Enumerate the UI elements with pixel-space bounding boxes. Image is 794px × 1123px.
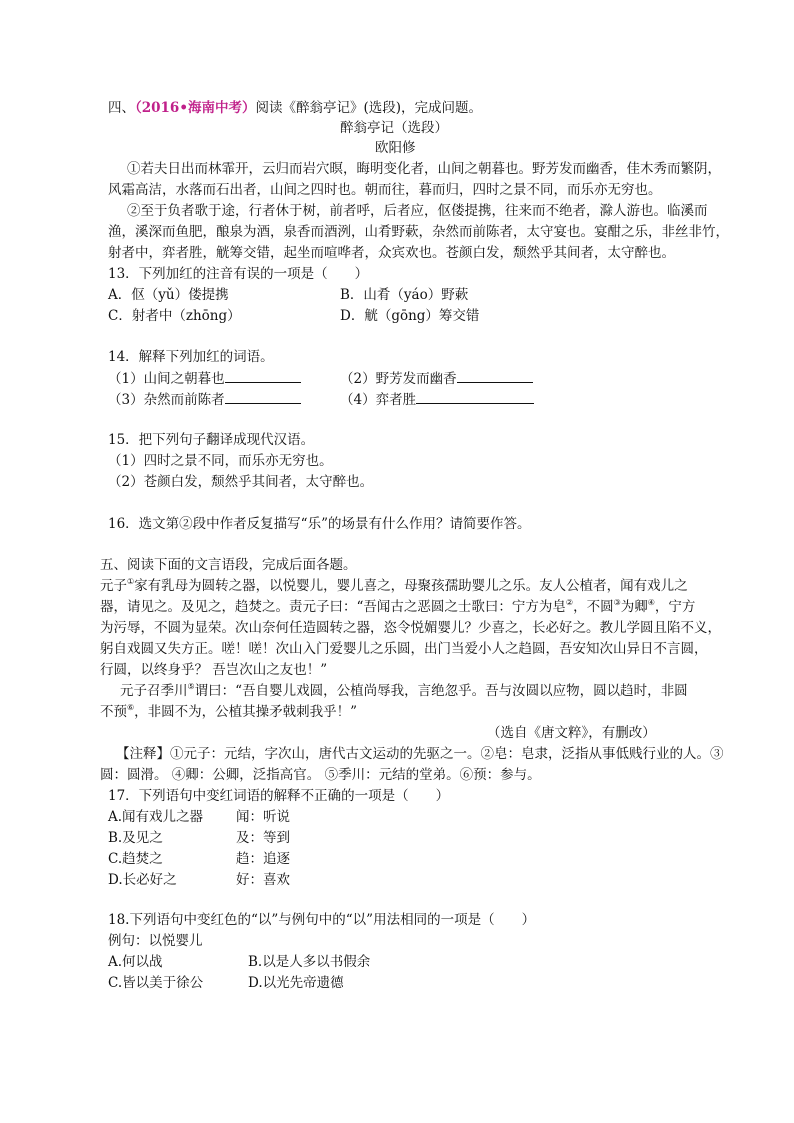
q14-item-label: （4）弈者胜: [340, 392, 417, 408]
question-13: 13．下列加红的注音有误的一项是（ ）: [108, 266, 369, 282]
text-run: 家有乳母为圆转之器，以悦婴儿，婴儿喜之，母聚孩孺助婴儿之乐。友人公植者，闻有戏儿之: [134, 578, 688, 594]
text-run: 器，请见之。及见之，趋焚之。责元子曰：“吾闻古之恶圆之士歌曰：宁方为皂: [100, 599, 566, 615]
text-run: 为卿: [620, 599, 648, 615]
option-a: A．伛（yǔ）偻提携: [108, 287, 229, 303]
option-c: [108, 849, 290, 869]
option-b: [108, 828, 290, 848]
footnote-ref: ③: [613, 598, 621, 607]
option-gloss: 及：等到: [236, 830, 290, 846]
answer-blank[interactable]: [225, 368, 301, 383]
footnote-ref: ①: [127, 577, 135, 586]
option-text: A.闻有戏儿之器: [108, 809, 204, 825]
q14-item: [108, 389, 301, 410]
option-text: C.趋焚之: [108, 851, 163, 867]
section4-heading: [108, 98, 482, 118]
answer-blank[interactable]: [225, 389, 301, 404]
q14-item-label: （3）杂然而前陈者: [108, 392, 225, 408]
text-run: 不预: [100, 704, 127, 720]
q15-item: （1）四时之景不同，而乐亦无穷也。: [108, 453, 333, 469]
question-16: 16．选文第②段中作者反复描写“乐”的场景有什么作用？请简要作答。: [108, 516, 531, 532]
essay-title: 醉翁亭记（选段）: [340, 120, 448, 136]
answer-blank[interactable]: [416, 389, 534, 404]
passage-line: 为污辱，不圆为显荣。次山奈何任造圆转之器，恣令悦媚婴儿？少喜之，长必好之。教儿学圆且陷不义，: [100, 620, 721, 636]
passage-line: 躬自戏圆又失方正。嗟！嗟！次山入门爱婴儿之乐圆，出门当爱小人之趋圆，吾安知次山异日不言圆，: [100, 641, 708, 657]
option-gloss: 趋：追逐: [236, 851, 290, 867]
question-17: 17．下列语句中变红词语的解释不正确的一项是（ ）: [108, 788, 450, 804]
section5-heading: 五、阅读下面的文言语段，完成后面各题。: [100, 557, 357, 573]
source-tag: （2016•海南中考）: [135, 100, 256, 116]
option-a: [108, 807, 290, 827]
passage-line: [120, 681, 688, 701]
option-b: B．山肴（yáo）野蔌: [340, 287, 469, 303]
annotation-line: 圆：圆滑。 ④卿：公卿，泛指高官。 ⑤季川：元结的堂弟。⑥预：参与。: [100, 767, 541, 783]
footnote-ref: ②: [565, 598, 574, 607]
passage-line: [100, 576, 688, 596]
example-sentence: 例句：以悦婴儿: [108, 933, 203, 949]
annotation-line: 【注释】①元子：元结，字次山，唐代古文运动的先驱之一。②皂：皂隶，泛指从事低贱行业的人。③: [116, 746, 724, 762]
option-d: D．觥（gōng）筹交错: [340, 308, 480, 324]
passage-line: 射者中，弈者胜，觥筹交错，起坐而喧哗者，众宾欢也。苍颜白发，颓然乎其间者，太守醉也。: [108, 245, 675, 261]
option-gloss: 闻：听说: [236, 809, 290, 825]
option-text: D.长必好之: [108, 872, 177, 888]
option-a: A.何以战: [108, 954, 163, 970]
section4-instruction: 阅读《醉翁亭记》(选段)，完成问题。: [255, 100, 482, 116]
passage-line: ②至于负者歌于途，行者休于树，前者呼，后者应，伛偻提携，往来而不绝者，滁人游也。临溪而: [127, 203, 708, 219]
question-15: 15．把下列句子翻译成现代汉语。: [108, 432, 315, 448]
footnote-ref: ⑥: [127, 703, 135, 712]
q14-item-label: （1）山间之朝暮也: [108, 371, 225, 387]
text-run: 谓曰：“吾自婴儿戏圆，公植尚辱我，言绝忽乎。吾与汝圆以应物，圆以趋时，非圆: [194, 683, 688, 699]
text-run: 元子召季川: [120, 683, 188, 699]
question-18: 18.下列语句中变红色的“以”与例句中的“以”用法相同的一项是（ ）: [108, 912, 536, 928]
passage-line: ①若夫日出而林霏开，云归而岩穴暝，晦明变化者，山间之朝暮也。野芳发而幽香，佳木秀而繁阴，: [127, 161, 721, 177]
text-run: 元子: [100, 578, 127, 594]
source-citation: （选自《唐文粹》，有删改）: [487, 725, 656, 741]
essay-author: 欧阳修: [375, 140, 416, 156]
option-c: C．射者中（zhōng）: [108, 308, 241, 324]
passage-line: 风霜高洁，水落而石出者，山间之四时也。朝而往，暮而归，四时之景不同，而乐亦无穷也。: [108, 182, 662, 198]
footnote-ref: ④: [647, 598, 655, 607]
option-d: [108, 870, 290, 890]
footnote-ref: ⑤: [187, 682, 195, 691]
q15-item: （2）苍颜白发，颓然乎其间者，太守醉也。: [108, 474, 374, 490]
section4-number: 四、: [108, 100, 135, 116]
q14-item: [340, 389, 534, 410]
question-14: 14．解释下列加红的词语。: [108, 349, 274, 365]
passage-line: 行圆，以终身乎？ 吾岂次山之友也！”: [100, 662, 328, 678]
q14-item: [340, 368, 533, 389]
text-run: ，非圆不为，公植其操矛戟刺我乎！”: [134, 704, 358, 720]
q14-item: [108, 368, 301, 389]
option-text: B.及见之: [108, 830, 163, 846]
text-run: ，不圆: [573, 599, 614, 615]
option-d: D.以光先帝遗德: [248, 975, 344, 991]
option-gloss: 好：喜欢: [236, 872, 290, 888]
passage-line: [100, 702, 357, 722]
passage-line: [100, 597, 695, 617]
option-b: B.以是人多以书假余: [248, 954, 371, 970]
option-c: C.皆以美于徐公: [108, 975, 204, 991]
text-run: ，宁方: [654, 599, 696, 615]
q14-item-label: （2）野芳发而幽香: [340, 371, 457, 387]
passage-line: 渔，溪深而鱼肥，酿泉为酒，泉香而酒洌，山肴野蔌，杂然而前陈者，太守宴也。宴酣之乐，非丝非竹，: [108, 224, 729, 240]
answer-blank[interactable]: [457, 368, 533, 383]
